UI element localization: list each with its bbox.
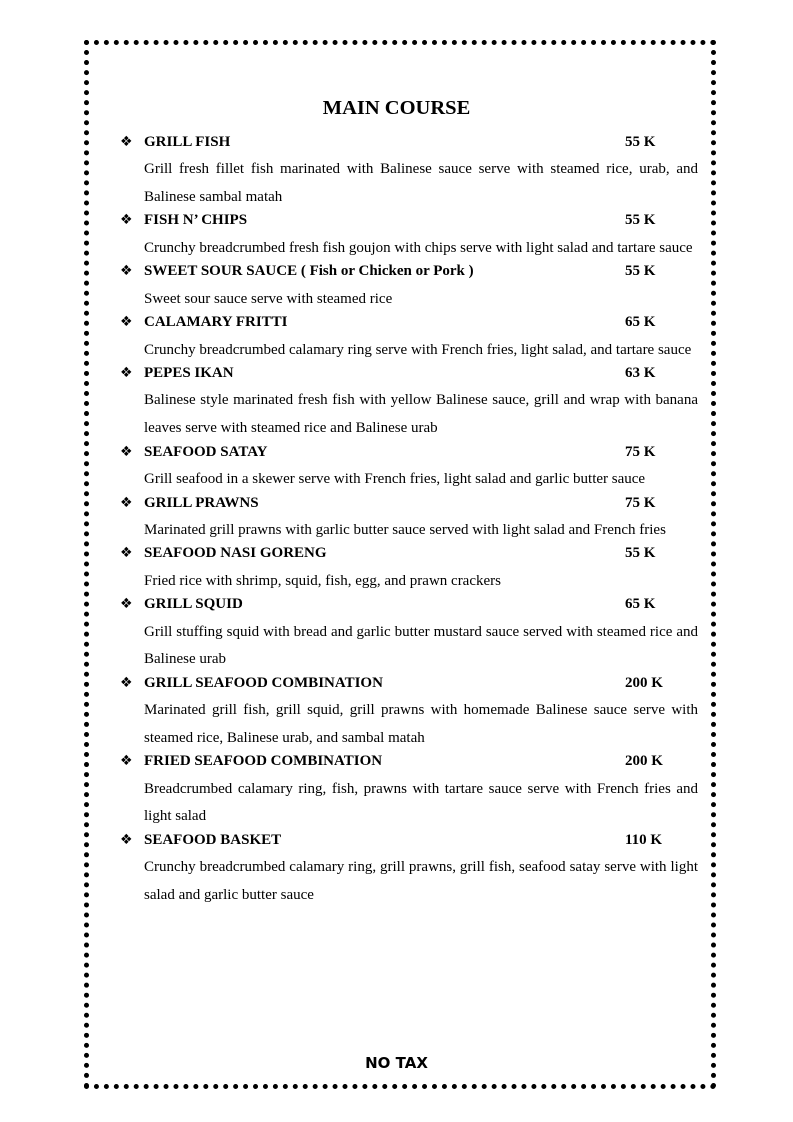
diamond-bullet-icon: ❖ bbox=[120, 545, 133, 562]
diamond-bullet-icon: ❖ bbox=[120, 314, 133, 331]
menu-item-description: Grill seafood in a skewer serve with French fries, light salad and garlic butter sauce bbox=[144, 470, 646, 487]
menu-item bbox=[118, 211, 698, 266]
menu-item-price: 75 K bbox=[625, 443, 656, 460]
menu-item-price: 110 K bbox=[625, 831, 663, 848]
page-title: MAIN COURSE bbox=[322, 97, 471, 119]
menu-item-price: 65 K bbox=[625, 596, 656, 613]
diamond-bullet-icon: ❖ bbox=[120, 831, 133, 848]
diamond-bullet-icon: ❖ bbox=[120, 212, 133, 229]
menu-item-price: 200 K bbox=[625, 753, 663, 770]
menu-item-price: 55 K bbox=[625, 263, 656, 280]
diamond-bullet-icon: ❖ bbox=[120, 494, 133, 511]
menu-item-name: GRILL SEAFOOD COMBINATION bbox=[144, 674, 383, 691]
menu-item-description: Fried rice with shrimp, squid, fish, egg, and prawn crackers bbox=[144, 572, 501, 589]
menu-item-description: Grill stuffing squid with bread and garlic butter mustard sauce served with steamed rice and Balinese urab bbox=[144, 623, 698, 668]
menu-item bbox=[118, 443, 698, 498]
menu-item-name: PEPES IKAN bbox=[144, 365, 234, 382]
footer-note: NO TAX bbox=[365, 1054, 428, 1072]
menu-item-description: Sweet sour sauce serve with steamed rice bbox=[144, 290, 393, 307]
menu-item bbox=[118, 595, 698, 677]
menu-item-name: SEAFOOD NASI GORENG bbox=[144, 545, 327, 562]
menu-item-description: Balinese style marinated fresh fish with yellow Balinese sauce, grill and wrap with banana leaves serve with steamed rice and Balinese urab bbox=[144, 392, 698, 437]
menu-item-description: Crunchy breadcrumbed fresh fish goujon with chips serve with light salad and tartare sauce bbox=[144, 239, 693, 256]
menu-item-name: GRILL FISH bbox=[144, 134, 231, 150]
menu-item-description: Crunchy breadcrumbed calamary ring serve with French fries, light salad, and tartare sauce bbox=[144, 341, 692, 358]
diamond-bullet-icon: ❖ bbox=[120, 365, 133, 382]
menu-item-name: CALAMARY FRITTI bbox=[144, 314, 288, 331]
menu-item-description: Grill fresh fillet fish marinated with Balinese sauce serve with steamed rice, urab, and Balinese sambal matah bbox=[144, 161, 698, 205]
menu-item-name: FISH N’ CHIPS bbox=[144, 212, 248, 229]
menu-item-price: 55 K bbox=[625, 545, 656, 562]
menu-item-name: GRILL SQUID bbox=[144, 596, 243, 613]
menu-item-price: 65 K bbox=[625, 314, 656, 331]
menu-item bbox=[118, 494, 698, 549]
menu-item bbox=[118, 313, 698, 368]
diamond-bullet-icon: ❖ bbox=[120, 134, 133, 150]
menu-item-description: Crunchy breadcrumbed calamary ring, grill prawns, grill fish, seafood satay serve with light salad and garlic butter sauce bbox=[144, 859, 698, 903]
menu-item-name: SEAFOOD BASKET bbox=[144, 831, 282, 848]
menu-item-description: Marinated grill fish, grill squid, grill prawns with homemade Balinese sauce serve with steamed rice, Balinese urab, and sambal matah bbox=[144, 702, 698, 746]
menu-item-name: SWEET SOUR SAUCE ( Fish or Chicken or Pork ) bbox=[144, 263, 474, 280]
menu-item-price: 200 K bbox=[625, 674, 663, 691]
menu-item bbox=[118, 262, 698, 317]
menu-item bbox=[118, 831, 698, 913]
diamond-bullet-icon: ❖ bbox=[120, 753, 133, 770]
menu-item-name: FRIED SEAFOOD COMBINATION bbox=[144, 753, 383, 770]
menu-list bbox=[118, 133, 698, 909]
menu-item-price: 55 K bbox=[625, 134, 656, 150]
menu-item-description: Marinated grill prawns with garlic butter sauce served with light salad and French fries bbox=[144, 521, 666, 538]
menu-item bbox=[118, 544, 698, 599]
menu-item-name: GRILL PRAWNS bbox=[144, 494, 259, 511]
menu-item bbox=[118, 752, 698, 834]
menu-item bbox=[118, 674, 698, 756]
menu-item-price: 63 K bbox=[625, 365, 656, 382]
diamond-bullet-icon: ❖ bbox=[120, 674, 133, 691]
menu-item bbox=[118, 133, 698, 215]
menu-item-price: 55 K bbox=[625, 212, 656, 229]
diamond-bullet-icon: ❖ bbox=[120, 443, 133, 460]
menu-item bbox=[118, 364, 698, 446]
menu-item-description: Breadcrumbed calamary ring, fish, prawns with tartare sauce serve with French fries and light salad bbox=[144, 780, 698, 825]
menu-item-name: SEAFOOD SATAY bbox=[144, 443, 268, 460]
diamond-bullet-icon: ❖ bbox=[120, 596, 133, 613]
menu-item-price: 75 K bbox=[625, 494, 656, 511]
diamond-bullet-icon: ❖ bbox=[120, 263, 133, 280]
